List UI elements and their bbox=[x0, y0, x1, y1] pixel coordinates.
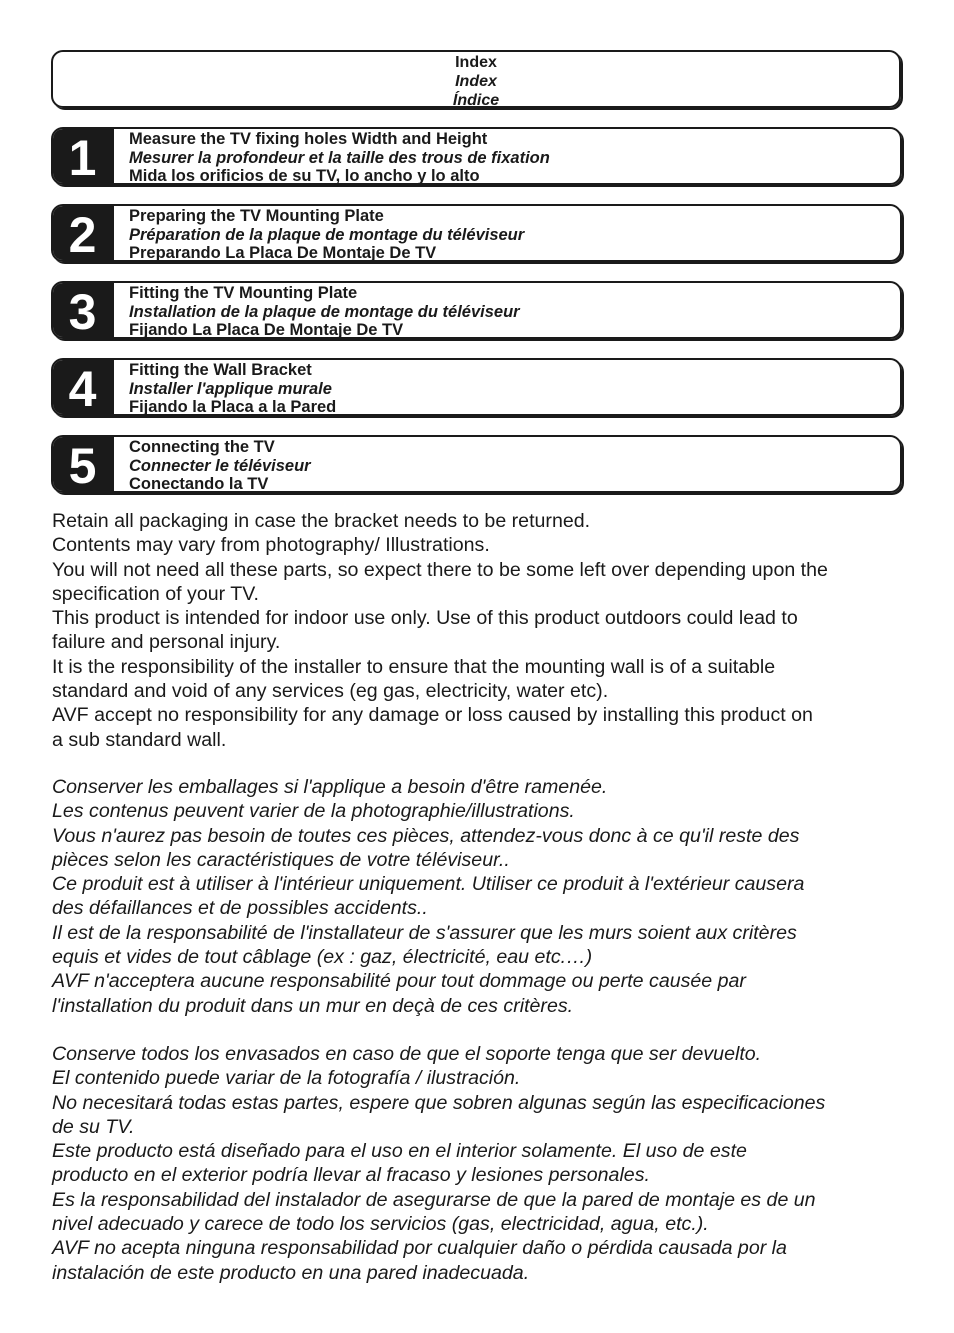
note-line: Este producto está diseñado para el uso en el interior solamente. El uso de este bbox=[52, 1140, 747, 1163]
step-labels bbox=[129, 207, 524, 262]
note-line: Retain all packaging in case the bracket needs to be returned. bbox=[52, 510, 591, 532]
step-number: 3 bbox=[51, 281, 114, 339]
note-line: instalación de este producto en una pared inadecuada. bbox=[52, 1261, 530, 1284]
index-title-en: Index bbox=[455, 54, 497, 71]
note-line: Ce produit est à utiliser à l'intérieur uniquement. Utiliser ce produit à l'extérieur causera bbox=[52, 873, 805, 896]
note-line: Es la responsabilidad del instalador de asegurarse de que la pared de montaje es de un bbox=[52, 1188, 816, 1211]
note-line: de su TV. bbox=[52, 1115, 135, 1138]
step-label-en: Fitting the TV Mounting Plate bbox=[129, 284, 358, 302]
step-label-en: Connecting the TV bbox=[129, 438, 275, 456]
note-line: equis et vides de tout câblage (ex : gaz, électricité, eau etc.…) bbox=[52, 946, 593, 969]
note-line: specification of your TV. bbox=[52, 582, 259, 605]
note-line: This product is intended for indoor use only. Use of this product outdoors could lead to bbox=[52, 607, 798, 630]
note-line: producto en el exterior podría llevar al fracaso y lesiones personales. bbox=[52, 1164, 650, 1187]
notes-english bbox=[52, 509, 922, 752]
note-line: No necesitará todas estas partes, espere que sobren algunas según las especificaciones bbox=[52, 1091, 826, 1114]
note-line: AVF accept no responsibility for any damage or loss caused by installing this product on bbox=[52, 704, 813, 727]
step-labels bbox=[129, 284, 520, 339]
step-label-es: Mida los orificios de su TV, lo ancho y lo alto bbox=[129, 167, 480, 185]
note-line: It is the responsibility of the installer to ensure that the mounting wall is of a suitable bbox=[52, 655, 776, 678]
step-label-en: Fitting the Wall Bracket bbox=[129, 361, 312, 379]
step-label-fr: Mesurer la profondeur et la taille des trous de fixation bbox=[129, 148, 550, 167]
step-4 bbox=[51, 358, 902, 416]
note-line: Vous n'aurez pas besoin de toutes ces pièces, attendez-vous donc à ce qu'il reste des bbox=[52, 824, 800, 847]
note-line: Les contenus peuvent varier de la photographie/illustrations. bbox=[52, 800, 575, 823]
note-line: a sub standard wall. bbox=[52, 728, 227, 751]
step-2 bbox=[51, 204, 902, 262]
notes-french bbox=[52, 775, 922, 1018]
step-number: 2 bbox=[51, 204, 114, 262]
step-label-es: Preparando La Placa De Montaje De TV bbox=[129, 244, 437, 262]
step-number: 5 bbox=[51, 435, 114, 493]
notes-spanish bbox=[52, 1042, 922, 1285]
step-1 bbox=[51, 127, 902, 185]
note-line: Il est de la responsabilité de l'installateur de s'assurer que les murs soient aux critères bbox=[52, 921, 797, 944]
note-line: l'installation du produit dans un mur en deçà de ces critères. bbox=[52, 994, 574, 1017]
step-number: 4 bbox=[51, 358, 114, 416]
note-line: El contenido puede variar de la fotografía / ilustración. bbox=[52, 1067, 521, 1090]
note-line: pièces selon les caractéristiques de votre téléviseur.. bbox=[52, 848, 510, 871]
step-label-es: Fijando La Placa De Montaje De TV bbox=[129, 321, 404, 339]
note-line: AVF n'acceptera aucune responsabilité pour tout dommage ou perte causée par bbox=[52, 970, 746, 993]
step-labels bbox=[129, 438, 311, 493]
step-label-fr: Connecter le téléviseur bbox=[129, 456, 311, 475]
index-title-fr: Index bbox=[455, 73, 497, 90]
note-line: des défaillances et de possibles accidents.. bbox=[52, 897, 428, 920]
step-labels bbox=[129, 130, 550, 185]
note-line: You will not need all these parts, so expect there to be some left over depending upon the bbox=[52, 558, 828, 581]
step-label-en: Measure the TV fixing holes Width and Height bbox=[129, 130, 488, 148]
note-line: Contents may vary from photography/ Illustrations. bbox=[52, 534, 490, 557]
note-line: Conserve todos los envasados en caso de que el soporte tenga que ser devuelto. bbox=[52, 1043, 762, 1065]
note-line: nivel adecuado y carece de todo los servicios (gas, electricidad, agua, etc.). bbox=[52, 1213, 709, 1236]
step-number: 1 bbox=[51, 127, 114, 185]
step-3 bbox=[51, 281, 902, 339]
index-header bbox=[51, 50, 901, 108]
note-line: standard and void of any services (eg gas, electricity, water etc). bbox=[52, 680, 609, 703]
step-label-fr: Installation de la plaque de montage du téléviseur bbox=[129, 302, 520, 321]
note-line: Conserver les emballages si l'applique a besoin d'être ramenée. bbox=[52, 776, 608, 798]
step-label-es: Conectando la TV bbox=[129, 475, 269, 493]
note-line: AVF no acepta ninguna responsabilidad por cualquier daño o pérdida causada por la bbox=[52, 1237, 787, 1260]
step-labels bbox=[129, 361, 336, 416]
step-label-fr: Installer l'applique murale bbox=[129, 379, 332, 398]
step-label-es: Fijando la Placa a la Pared bbox=[129, 398, 337, 416]
note-line: failure and personal injury. bbox=[52, 631, 281, 654]
step-label-fr: Préparation de la plaque de montage du téléviseur bbox=[129, 225, 525, 244]
index-title-es: Índice bbox=[452, 92, 500, 109]
step-5 bbox=[51, 435, 902, 493]
step-label-en: Preparing the TV Mounting Plate bbox=[129, 207, 384, 225]
